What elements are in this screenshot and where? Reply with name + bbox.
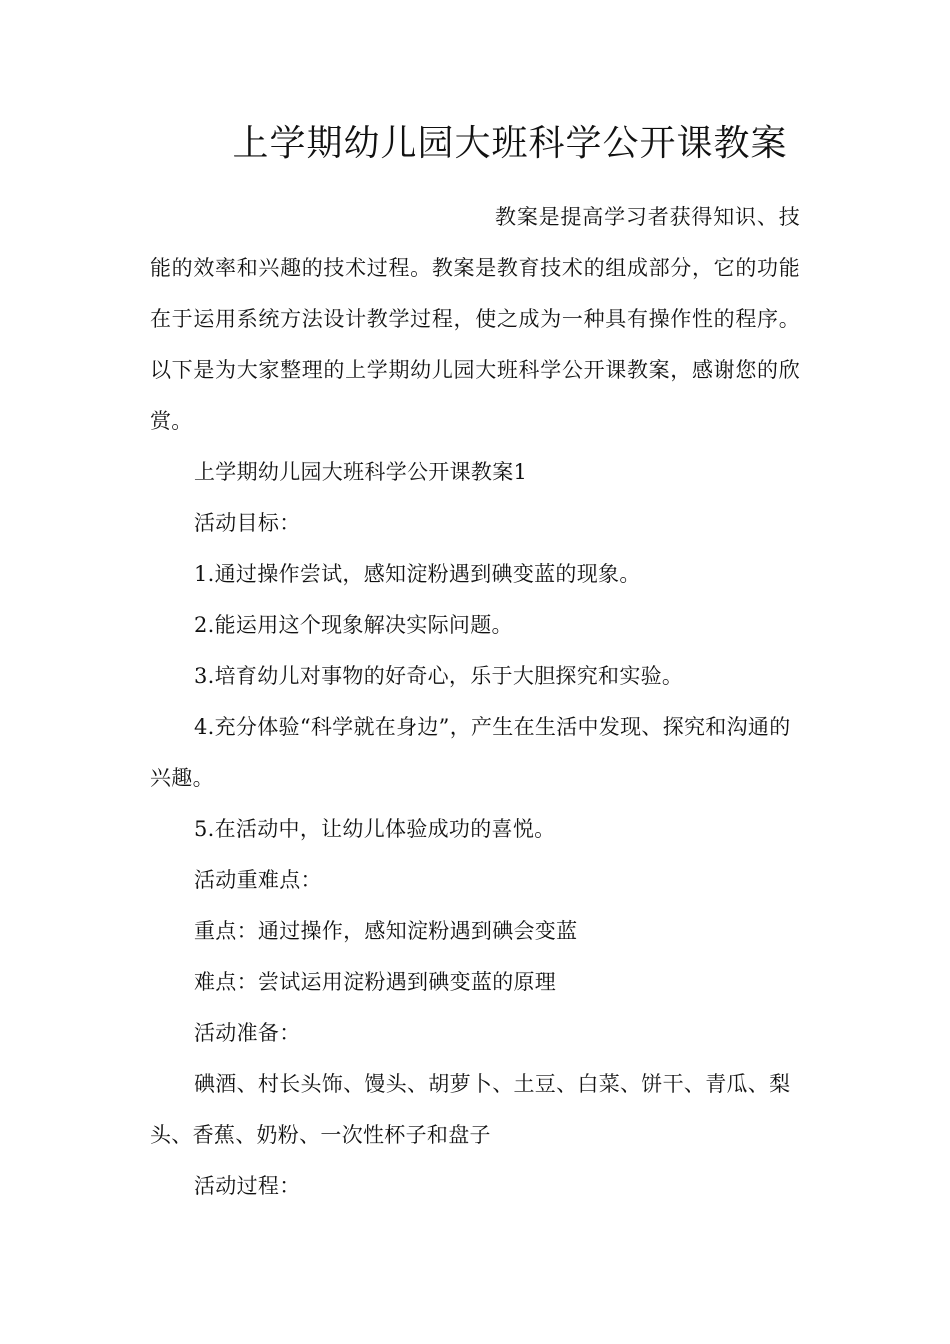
heading-key-points: 活动重难点： <box>194 868 322 892</box>
heading-activity-goals: 活动目标： <box>194 511 301 535</box>
goal-item-5: 5.在活动中，让幼儿体验成功的喜悦。 <box>194 817 556 841</box>
heading-preparation: 活动准备： <box>194 1021 301 1045</box>
section-heading-lesson-1: 上学期幼儿园大班科学公开课教案1 <box>194 460 528 484</box>
key-point-text: 重点：通过操作，感知淀粉遇到碘会变蓝 <box>194 919 578 943</box>
intro-paragraph: 教案是提高学习者获得知识、技能的效率和兴趣的技术过程。教案是教育技术的组成部分，它的功能在于运用系统方法设计教学过程，使之成为一种具有操作性的程序。以下是为大家整理的上学期幼儿园大班科学公开课教案，感谢您的欣赏。 <box>150 205 800 433</box>
goal-item-2: 2.能运用这个现象解决实际问题。 <box>194 613 513 637</box>
goal-item-1: 1.通过操作尝试，感知淀粉遇到碘变蓝的现象。 <box>194 562 641 586</box>
preparation-materials: 碘酒、村长头饰、馒头、胡萝卜、土豆、白菜、饼干、青瓜、梨头、香蕉、奶粉、一次性杯子和盘子 <box>150 1072 791 1147</box>
goal-item-4: 4.充分体验“科学就在身边”，产生在生活中发现、探究和沟通的兴趣。 <box>150 715 791 790</box>
heading-activity-process: 活动过程： <box>194 1174 301 1198</box>
goal-item-3: 3.培育幼儿对事物的好奇心，乐于大胆探究和实验。 <box>194 664 684 688</box>
document-title: 上学期幼儿园大班科学公开课教案 <box>232 123 788 164</box>
difficulty-text: 难点：尝试运用淀粉遇到碘变蓝的原理 <box>194 970 557 994</box>
